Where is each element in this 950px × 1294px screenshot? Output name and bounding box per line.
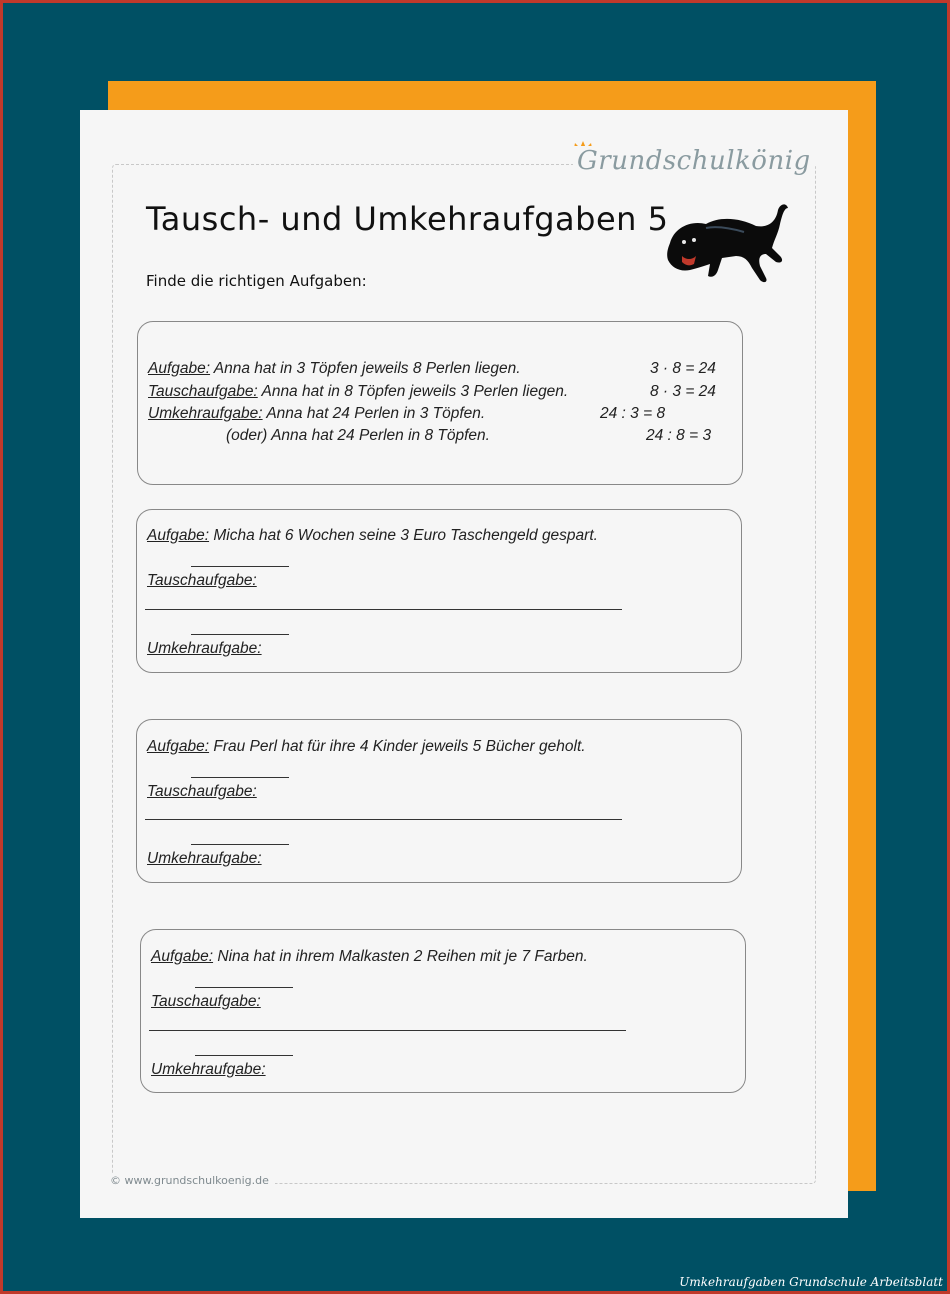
answer-blank-long[interactable] [145, 609, 622, 610]
answer-blank-long[interactable] [145, 819, 622, 820]
page-title: Tausch- und Umkehraufgaben 5 [146, 200, 669, 238]
instruction-text: Finde die richtigen Aufgaben: [146, 272, 367, 290]
umkehr-label: Umkehraufgabe: [147, 850, 262, 867]
image-caption: Umkehraufgaben Grundschule Arbeitsblatt [679, 1275, 943, 1289]
task-box-3 [140, 929, 746, 1093]
umkehr-label: Umkehraufgabe: [151, 1061, 266, 1078]
task-tausch-line [151, 993, 261, 1011]
example-aufgabe-calc: 3 · 8 = 24 [650, 360, 716, 377]
panther-icon [660, 198, 790, 288]
task-aufgabe-line [147, 527, 598, 545]
task-umkehr-line [147, 850, 262, 868]
answer-blank-short[interactable] [191, 844, 289, 845]
aufgabe-text: Frau Perl hat für ihre 4 Kinder jeweils 5 Bücher geholt. [209, 738, 586, 755]
aufgabe-label: Aufgabe: [148, 360, 211, 377]
answer-blank-short[interactable] [195, 987, 293, 988]
example-oder-calc: 24 : 8 = 3 [646, 427, 712, 444]
aufgabe-label: Aufgabe: [147, 527, 210, 544]
example-umkehr-line [148, 405, 485, 423]
task-aufgabe-line [151, 948, 588, 966]
tausch-label: Tauschaufgabe: [147, 783, 257, 800]
task-tausch-line [147, 572, 257, 590]
tausch-label: Tauschaufgabe: [151, 993, 261, 1010]
umkehr-label: Umkehraufgabe: [147, 640, 262, 657]
umkehr-text: Anna hat 24 Perlen in 3 Töpfen. [262, 405, 486, 422]
task-box-1 [136, 509, 742, 673]
footer-url: © www.grundschulkoenig.de [110, 1174, 275, 1187]
example-umkehr-calc: 24 : 3 = 8 [600, 405, 666, 422]
task-aufgabe-line [147, 738, 586, 756]
worksheet-paper [80, 110, 848, 1218]
task-tausch-line [147, 783, 257, 801]
aufgabe-text: Anna hat in 3 Töpfen jeweils 8 Perlen liegen. [210, 360, 521, 377]
umkehr-label: Umkehraufgabe: [148, 405, 263, 422]
example-oder-line: (oder) Anna hat 24 Perlen in 8 Töpfen. [226, 427, 490, 444]
answer-blank-short[interactable] [191, 777, 289, 778]
answer-blank-long[interactable] [149, 1030, 626, 1031]
aufgabe-label: Aufgabe: [147, 738, 210, 755]
task-umkehr-line [151, 1061, 266, 1079]
aufgabe-text: Micha hat 6 Wochen seine 3 Euro Taschengeld gespart. [209, 527, 598, 544]
aufgabe-text: Nina hat in ihrem Malkasten 2 Reihen mit je 7 Farben. [213, 948, 588, 965]
aufgabe-label: Aufgabe: [151, 948, 214, 965]
example-tausch-line [148, 383, 568, 401]
answer-blank-short[interactable] [195, 1055, 293, 1056]
brand-logo: Grundschulkönig [573, 146, 815, 176]
example-aufgabe-line [148, 360, 521, 378]
tausch-label: Tauschaufgabe: [148, 383, 258, 400]
task-umkehr-line [147, 640, 262, 658]
example-tausch-calc: 8 · 3 = 24 [650, 383, 716, 400]
example-box [137, 321, 743, 485]
answer-blank-short[interactable] [191, 566, 289, 567]
task-box-2 [136, 719, 742, 883]
tausch-label: Tauschaufgabe: [147, 572, 257, 589]
answer-blank-short[interactable] [191, 634, 289, 635]
tausch-text: Anna hat in 8 Töpfen jeweils 3 Perlen liegen. [257, 383, 569, 400]
